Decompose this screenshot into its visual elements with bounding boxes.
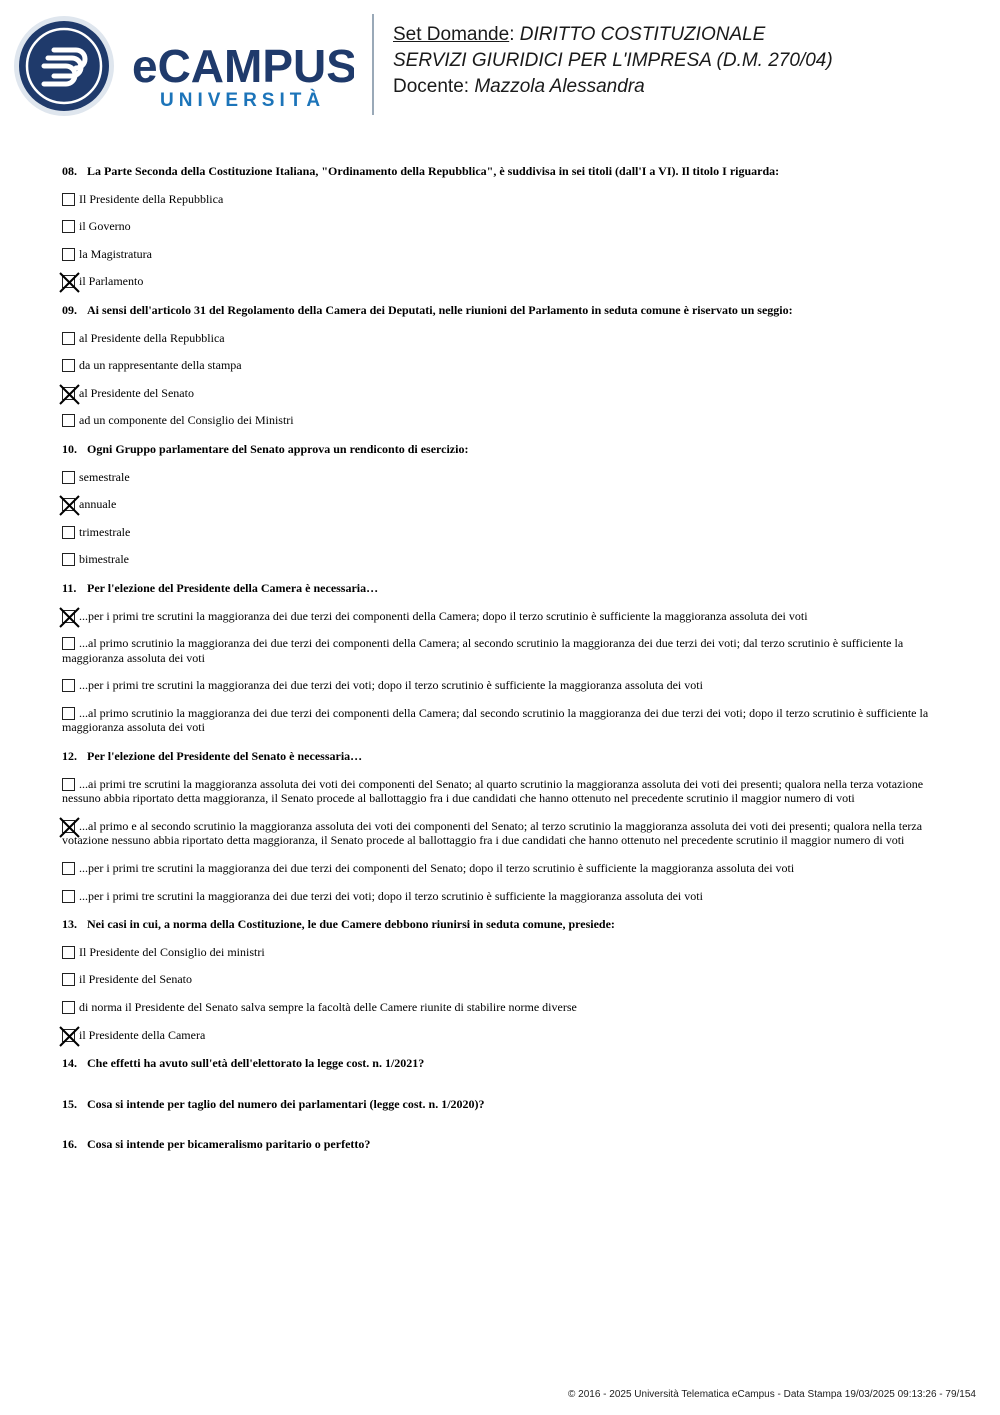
answer-text: ...per i primi tre scrutini la maggioranza dei due terzi dei componenti della Camera; dopo il terzo scrutinio è sufficiente la maggioranza assoluta dei voti [79,608,808,623]
cross-mark-icon [59,272,80,293]
question-number: 12. [62,749,77,764]
answer-option[interactable] [62,413,942,428]
answer-text: ...al primo scrutinio la maggioranza dei due terzi dei componenti della Camera; dal secondo scrutinio la maggioranza dei due terzi dei voti; dopo il terzo scrutinio è sufficiente la maggioranza assoluta dei voti [62,705,929,735]
cross-mark-icon [59,384,80,405]
checkbox-checked-icon[interactable] [62,275,75,288]
answer-text: annuale [79,497,117,512]
checkbox-icon[interactable] [62,526,75,539]
checkbox-icon[interactable] [62,1001,75,1014]
ecampus-emblem-icon [14,14,354,118]
answer-text: il Presidente del Senato [79,972,192,987]
question-8 [62,1137,942,1152]
answer-option[interactable] [62,525,942,540]
answer-option[interactable] [62,470,942,485]
logo-wordmark: eCAMPUS [132,40,354,92]
question-number: 10. [62,441,77,456]
answer-option[interactable] [62,497,942,512]
question-text [62,1097,942,1112]
question-label: Per l'elezione del Presidente della Camera è necessaria… [87,580,379,595]
answer-option[interactable] [62,192,942,207]
subject-line1: DIRITTO COSTITUZIONALE [519,24,766,45]
question-number: 15. [62,1096,77,1111]
checkbox-icon[interactable] [62,220,75,233]
checkbox-icon[interactable] [62,973,75,986]
checkbox-icon[interactable] [62,414,75,427]
answer-option[interactable] [62,777,942,806]
cross-mark-icon [59,817,80,838]
header-line-teacher [393,74,833,100]
cross-mark-icon [59,495,80,516]
question-number: 11. [62,580,77,595]
question-number: 13. [62,917,77,932]
checkbox-icon[interactable] [62,553,75,566]
question-text [62,581,942,596]
answer-text: bimestrale [79,552,129,567]
page-footer: © 2016 - 2025 Università Telematica eCampus - Data Stampa 19/03/2025 09:13:26 - 79/154 [568,1389,976,1400]
checkbox-icon[interactable] [62,193,75,206]
question-text [62,303,942,318]
answer-text: da un rappresentante della stampa [79,358,242,373]
checkbox-icon[interactable] [62,890,75,903]
answer-text: ...al primo e al secondo scrutinio la maggioranza assoluta dei voti dei componenti del Senato; al terzo scrutinio la maggioranza assoluta dei voti dei presenti; qualora nella terza votazione nessuno abbia riportato detta maggioranza, il Senato procede al ballottaggio fra i due candidati che hanno ottenuto nel precedente scrutinio il maggior numero di voti [62,818,923,848]
answer-option[interactable] [62,972,942,987]
answer-text: Il Presidente del Consiglio dei ministri [79,944,265,959]
answer-text: semestrale [79,469,130,484]
document-header [393,22,833,100]
checkbox-icon[interactable] [62,946,75,959]
answer-option[interactable] [62,706,942,735]
answer-option[interactable] [62,678,942,693]
question-number: 09. [62,302,77,317]
question-0 [62,164,942,289]
answer-option[interactable] [62,1028,942,1043]
checkbox-icon[interactable] [62,707,75,720]
answer-option[interactable] [62,386,942,401]
answer-text: trimestrale [79,524,131,539]
answer-text: ...per i primi tre scrutini la maggioranza dei due terzi dei voti; dopo il terzo scrutinio è sufficiente la maggioranza assoluta dei voti [79,888,703,903]
answer-text: di norma il Presidente del Senato salva sempre la facoltà delle Camere riunite di stabilire norme diverse [79,1000,577,1014]
checkbox-icon[interactable] [62,778,75,791]
answer-text: ...al primo scrutinio la maggioranza dei due terzi dei componenti della Camera; al secondo scrutinio la maggioranza dei due terzi dei voti; dal terzo scrutinio è sufficiente la maggioranza assoluta dei voti [62,636,904,665]
answer-option[interactable] [62,819,942,848]
question-text [62,917,942,932]
cross-mark-icon [59,607,80,628]
subject-line2: SERVIZI GIURIDICI PER L'IMPRESA (D.M. 270/04) [393,50,833,71]
answer-text: il Presidente della Camera [79,1027,206,1042]
answer-text: al Presidente della Repubblica [79,330,225,345]
question-number: 16. [62,1137,77,1152]
header-divider [372,14,374,115]
question-text [62,442,942,457]
question-5 [62,917,942,1042]
question-label: La Parte Seconda della Costituzione Italiana, "Ordinamento della Repubblica", è suddivisa in sei titoli (dall'I a VI). Il titolo I riguarda: [87,164,780,178]
set-label: Set Domande [393,24,510,45]
answer-text: il Parlamento [79,274,144,289]
answer-option[interactable] [62,861,942,876]
answer-option[interactable] [62,247,942,262]
answer-text: ...ai primi tre scrutini la maggioranza assoluta dei voti dei componenti del Senato; al quarto scrutinio la maggioranza assoluta dei voti dei presenti; qualora nella terza votazione nessuno abbia riportato detta maggioranza, il Senato procede al ballottaggio fra i due candidati che hanno ottenuto nel precedente scrutinio il maggior numero di voti [62,776,924,806]
answer-option[interactable] [62,358,942,373]
question-3 [62,581,942,735]
checkbox-icon[interactable] [62,248,75,261]
question-label: Ai sensi dell'articolo 31 del Regolamento della Camera dei Deputati, nelle riunioni del Parlamento in seduta comune è riservato un seggio: [87,302,793,317]
teacher-label: Docente: [393,76,470,97]
checkbox-checked-icon[interactable] [62,820,75,833]
answer-text: Il Presidente della Repubblica [79,191,224,206]
question-text [62,1137,942,1152]
question-2 [62,442,942,567]
question-1 [62,303,942,428]
question-label: Che effetti ha avuto sull'età dell'elettorato la legge cost. n. 1/2021? [87,1056,425,1071]
question-text [62,1056,942,1071]
question-number: 14. [62,1056,77,1071]
header-line-subject: Set Domande: DIRITTO COSTITUZIONALE [393,24,766,45]
answer-option[interactable] [62,609,942,624]
ecampus-logo [14,14,354,118]
checkbox-icon[interactable] [62,359,75,372]
checkbox-icon[interactable] [62,471,75,484]
question-label: Cosa si intende per bicameralismo paritario o perfetto? [87,1137,371,1152]
answer-option[interactable] [62,274,942,289]
checkbox-checked-icon[interactable] [62,610,75,623]
checkbox-icon[interactable] [62,679,75,692]
checkbox-icon[interactable] [62,332,75,345]
checkbox-checked-icon[interactable] [62,387,75,400]
checkbox-icon[interactable] [62,637,75,650]
answer-option[interactable] [62,552,942,567]
cross-mark-icon [59,1026,80,1047]
checkbox-checked-icon[interactable] [62,498,75,511]
answer-text: ad un componente del Consiglio dei Ministri [79,413,294,428]
question-list [62,164,942,1178]
answer-option[interactable] [62,636,942,665]
question-text [62,164,942,179]
question-text [62,749,942,764]
answer-option[interactable] [62,889,942,904]
question-label: Ogni Gruppo parlamentare del Senato approva un rendiconto di esercizio: [87,441,469,456]
answer-option[interactable] [62,945,942,960]
question-label: Cosa si intende per taglio del numero dei parlamentari (legge cost. n. 1/2020)? [87,1096,485,1111]
answer-text: ...per i primi tre scrutini la maggioranza dei due terzi dei voti; dopo il terzo scrutinio è sufficiente la maggioranza assoluta dei voti [79,678,703,693]
answer-option[interactable] [62,331,942,346]
answer-option[interactable] [62,219,942,234]
question-number: 08. [62,164,77,178]
teacher-name: Mazzola Alessandra [474,76,645,97]
header-line-course [393,48,833,74]
checkbox-checked-icon[interactable] [62,1029,75,1042]
checkbox-icon[interactable] [62,862,75,875]
answer-text: al Presidente del Senato [79,385,194,400]
logo-subtext: UNIVERSITÀ [160,90,326,111]
answer-option[interactable] [62,1000,942,1015]
answer-text: ...per i primi tre scrutini la maggioranza dei due terzi dei componenti del Senato; dopo il terzo scrutinio è sufficiente la maggioranza assoluta dei voti [79,861,795,876]
question-label: Nei casi in cui, a norma della Costituzione, le due Camere debbono riunirsi in seduta comune, presiede: [87,917,615,932]
answer-text: la Magistratura [79,246,152,261]
answer-text: il Governo [79,219,131,234]
question-label: Per l'elezione del Presidente del Senato è necessaria… [87,749,363,764]
question-6 [62,1056,942,1071]
question-7 [62,1097,942,1112]
question-4 [62,749,942,903]
